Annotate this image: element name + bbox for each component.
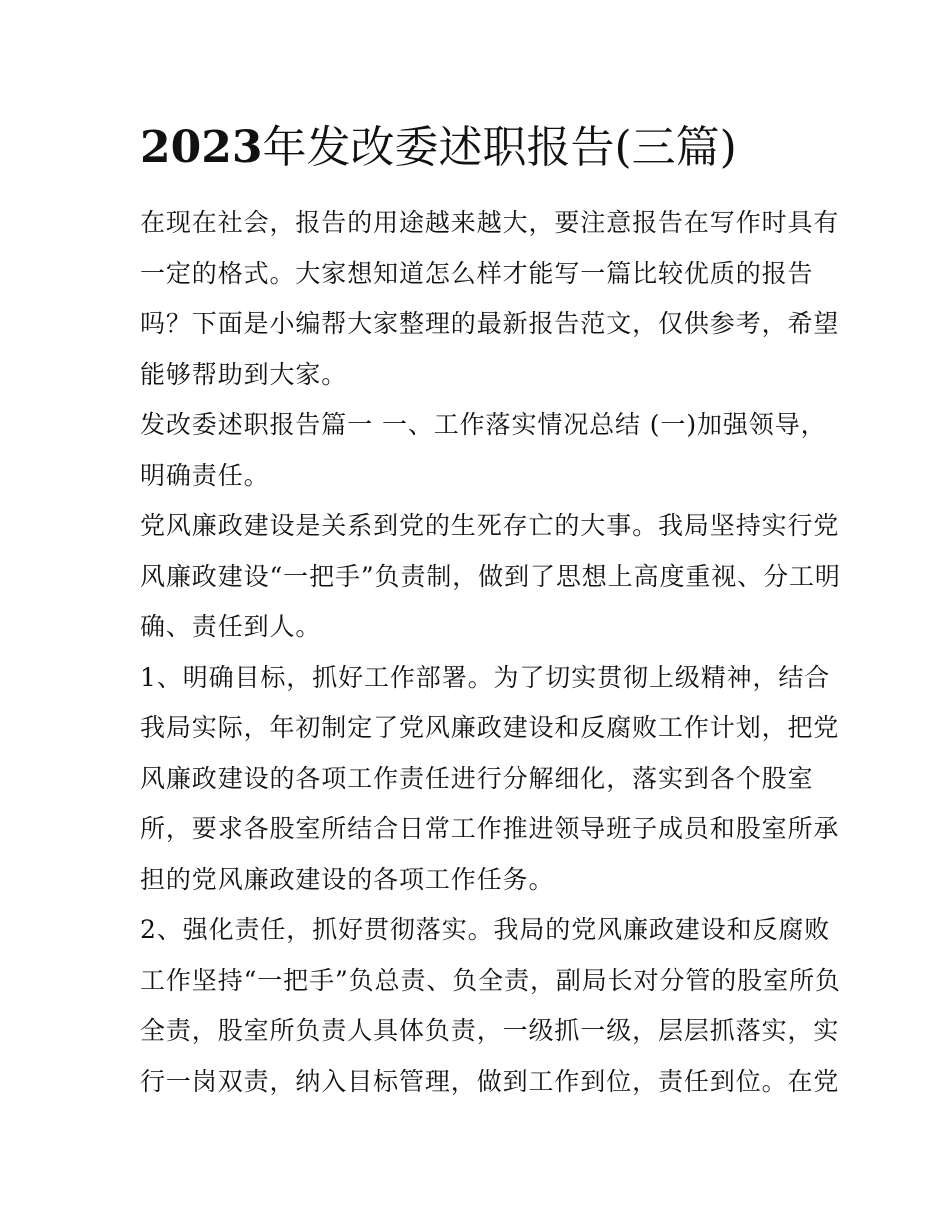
text-line: 风廉政建设“一把手”负责制，做到了思想上高度重视、分工明 bbox=[140, 561, 841, 591]
paragraph-intro bbox=[140, 198, 840, 400]
text-line: 发改委述职报告篇一 一、工作落实情况总结 (一)加强领导， bbox=[140, 410, 827, 439]
paragraph-item-1 bbox=[140, 653, 840, 906]
text-line: 吗？下面是小编帮大家整理的最新报告范文，仅供参考，希望 bbox=[140, 309, 840, 338]
text-line: 一定的格式。大家想知道怎么样才能写一篇比较优质的报告 bbox=[140, 258, 814, 288]
text-line: 党风廉政建设是关系到党的生死存亡的大事。我局坚持实行党 bbox=[140, 511, 840, 540]
paragraph-item-2 bbox=[140, 905, 841, 1107]
text-line: 确、责任到人。 bbox=[140, 612, 322, 641]
paragraph-party-building bbox=[140, 501, 841, 653]
document-body bbox=[140, 198, 841, 1107]
text-line: 明确责任。 bbox=[140, 460, 270, 490]
text-line: 2、强化责任，抓好贯彻落实。我局的党风廉政建设和反腐败 bbox=[140, 915, 831, 944]
title-text: 年发改委述职报告(三篇) bbox=[262, 122, 737, 173]
text-line: 工作坚持“一把手”负总责、负全责，副局长对分管的股室所负 bbox=[140, 965, 841, 995]
text-line: 1、明确目标，抓好工作部署。为了切实贯彻上级精神，结合 bbox=[140, 662, 831, 692]
text-line: 全责，股室所负责人具体负责，一级抓一级，层层抓落实，实 bbox=[140, 1016, 840, 1045]
text-line: 担的党风廉政建设的各项工作任务。 bbox=[140, 864, 555, 894]
text-line: 我局实际，年初制定了党风廉政建设和反腐败工作计划，把党 bbox=[140, 713, 840, 742]
text-line: 风廉政建设的各项工作责任进行分解细化，落实到各个股室 bbox=[140, 763, 814, 793]
document-title bbox=[140, 118, 840, 178]
text-line: 能够帮助到大家。 bbox=[140, 359, 348, 389]
title-year: 2023 bbox=[140, 122, 263, 173]
paragraph-section-heading bbox=[140, 400, 827, 501]
text-line: 所，要求各股室所结合日常工作推进领导班子成员和股室所承 bbox=[140, 814, 840, 843]
text-line: 在现在社会，报告的用途越来越大，要注意报告在写作时具有 bbox=[140, 208, 840, 237]
text-line: 行一岗双责，纳入目标管理，做到工作到位，责任到位。在党 bbox=[140, 1066, 840, 1096]
